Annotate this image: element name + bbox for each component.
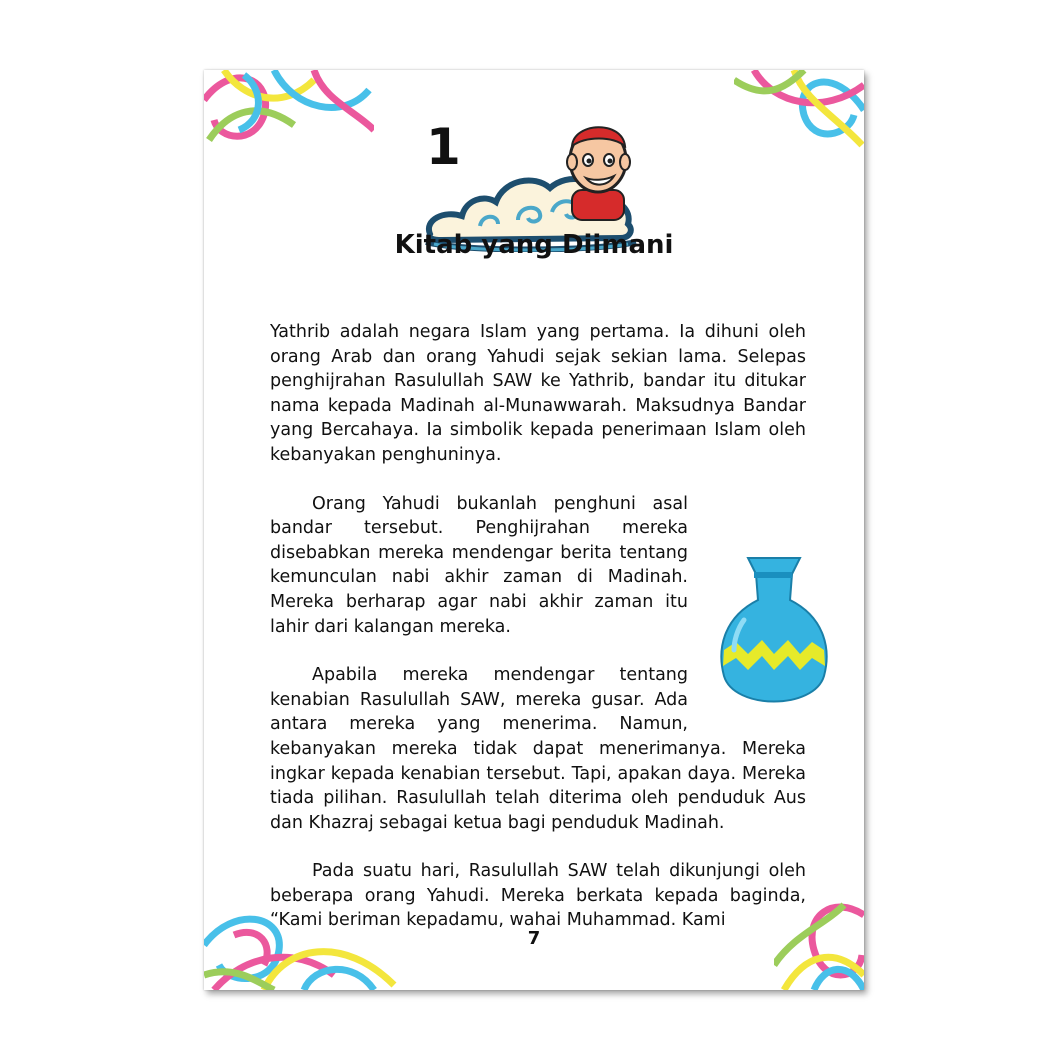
corner-swirl-top-right	[734, 70, 864, 150]
chapter-number: 1	[426, 118, 461, 176]
paragraph-2: Orang Yahudi bukanlah penghuni asal bandar tersebut. Penghijrahan mereka disebabkan mereka mendengar berita tentang kemunculan nabi akhir zaman di Madinah. Mereka berharap agar nabi akhir zaman itu lahir dari kalangan mereka.	[270, 493, 688, 637]
boy-face-icon	[567, 127, 630, 220]
paragraph-3: Apabila mereka mendengar tentang kenabian Rasulullah SAW, mereka gusar. Ada antara mereka yang menerima. Namun, kebanyakan mereka tidak dapat menerimanya. Mereka ingkar kepada kenabian tersebut. Tapi, apakan daya. Mereka tiada pilihan. Rasulullah telah diterima oleh penduduk Aus dan Khazraj sebagai ketua bagi penduduk Madinah.	[270, 665, 806, 833]
corner-swirl-top-left	[204, 70, 374, 150]
chapter-title: Kitab yang Diimani	[394, 230, 674, 260]
vase-icon	[714, 550, 834, 720]
paragraph-1: Yathrib adalah negara Islam yang pertama. Ia dihuni oleh orang Arab dan orang Yahudi sejak sekian lama. Selepas penghijrahan Rasulullah SAW ke Yathrib, bandar itu ditukar nama kepada Madinah al-Munawwarah. Maksudnya Bandar yang Bercahaya. Ia simbolik kepada penerimaan Islam oleh kebanyakan penghuninya.	[270, 322, 806, 465]
paragraph-4: Pada suatu hari, Rasulullah SAW telah dikunjungi oleh beberapa orang Yahudi. Mereka berkata kepada baginda, “Kami beriman kepadamu, wahai Muhammad. Kami	[270, 861, 806, 931]
page-number: 7	[527, 928, 541, 949]
book-page	[204, 70, 864, 990]
